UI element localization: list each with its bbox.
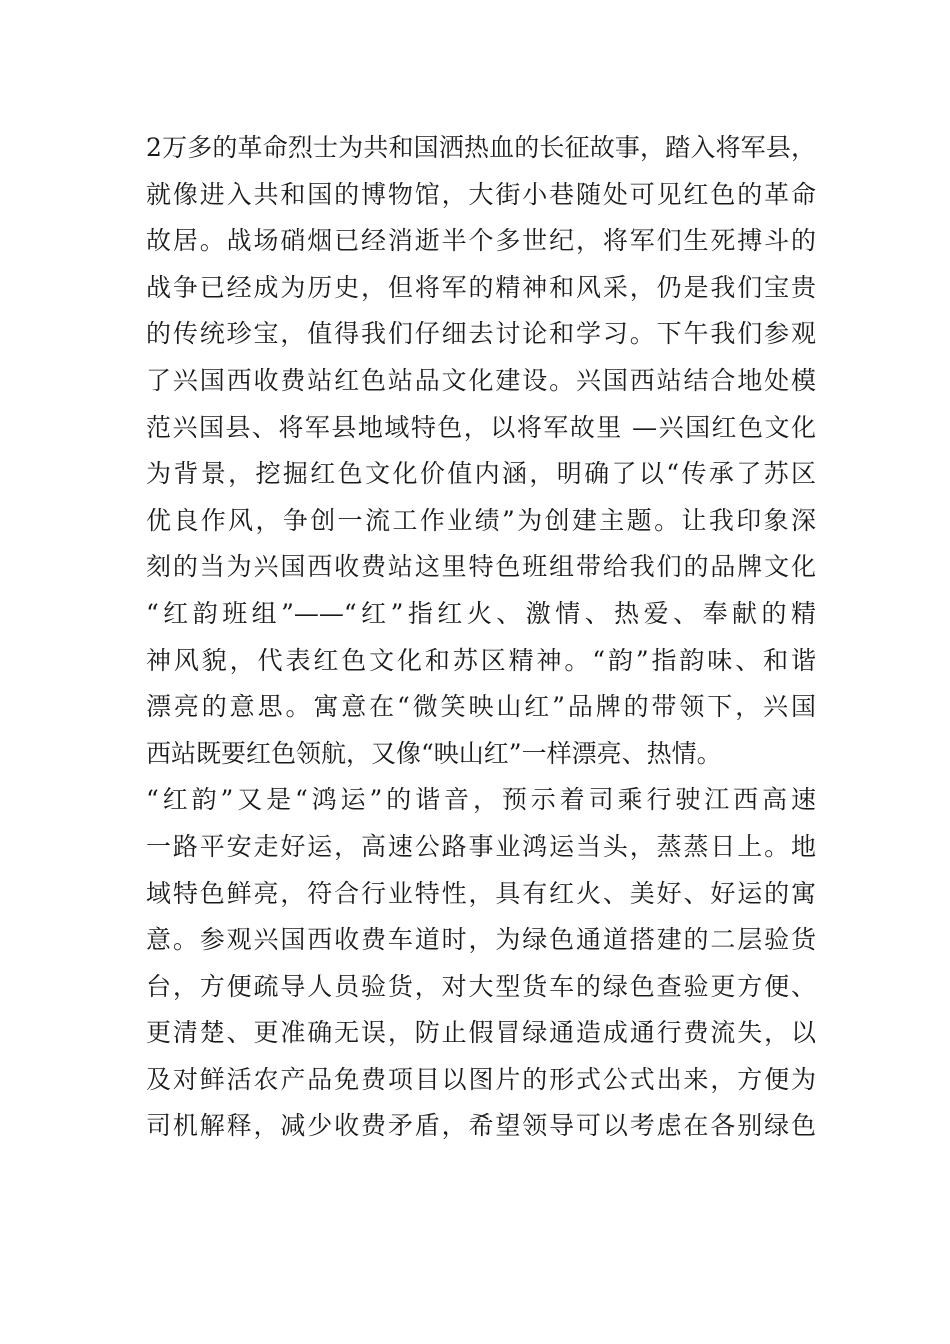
text-line: 故居。战场硝烟已经消逝半个多世纪，将军们生死搏斗的: [146, 226, 816, 256]
text-line: 优良作风，争创一流工作业绩”为创建主题。让我印象深: [146, 505, 816, 535]
text-line: 2万多的革命烈士为共和国洒热血的长征故事，踏入将军县，: [146, 133, 816, 162]
text-line: 一路平安走好运，高速公路事业鸿运当头，蒸蒸日上。地: [146, 831, 816, 861]
text-line: 域特色鲜亮，符合行业特性，具有红火、美好、好运的寓: [146, 878, 816, 908]
text-line: 漂亮的意思。寓意在“微笑映山红”品牌的带领下，兴国: [146, 692, 816, 722]
text-line: 范兴国县、将军县地域特色，以将军故里 —兴国红色文化: [146, 412, 816, 442]
text-line: 更清楚、更准确无误，防止假冒绿通造成通行费流失，以: [146, 1018, 816, 1048]
text-line: “红韵”又是“鸿运”的谐音，预示着司乘行驶江西高速: [146, 785, 816, 815]
text-line: 神风貌，代表红色文化和苏区精神。“韵”指韵味、和谐: [146, 645, 816, 675]
body-paragraph: [146, 132, 816, 1157]
text-line: 司机解释，减少收费矛盾，希望领导可以考虑在各别绿色: [146, 1111, 816, 1141]
text-line: 意。参观兴国西收费车道时，为绿色通道搭建的二层验货: [146, 925, 816, 955]
text-line: 战争已经成为历史，但将军的精神和风采，仍是我们宝贵: [146, 272, 816, 302]
text-line: 的传统珍宝，值得我们仔细去讨论和学习。下午我们参观: [146, 319, 816, 349]
text-line: 西站既要红色领航，又像“映山红”一样漂亮、热情。: [146, 738, 722, 768]
text-line: 刻的当为兴国西收费站这里特色班组带给我们的品牌文化: [146, 552, 816, 582]
text-line: 台，方便疏导人员验货，对大型货车的绿色查验更方便、: [146, 971, 816, 1001]
text-line: “红韵班组”——“红”指红火、激情、热爱、奉献的精: [146, 598, 816, 628]
text-line: 就像进入共和国的博物馆，大街小巷随处可见红色的革命: [146, 179, 816, 209]
text-line: 及对鲜活农产品免费项目以图片的形式公式出来，方便为: [146, 1064, 816, 1094]
text-line: 为背景，挖掘红色文化价值内涵，明确了以“传承了苏区: [146, 459, 816, 489]
text-line: 了兴国西收费站红色站品文化建设。兴国西站结合地处模: [146, 365, 816, 395]
